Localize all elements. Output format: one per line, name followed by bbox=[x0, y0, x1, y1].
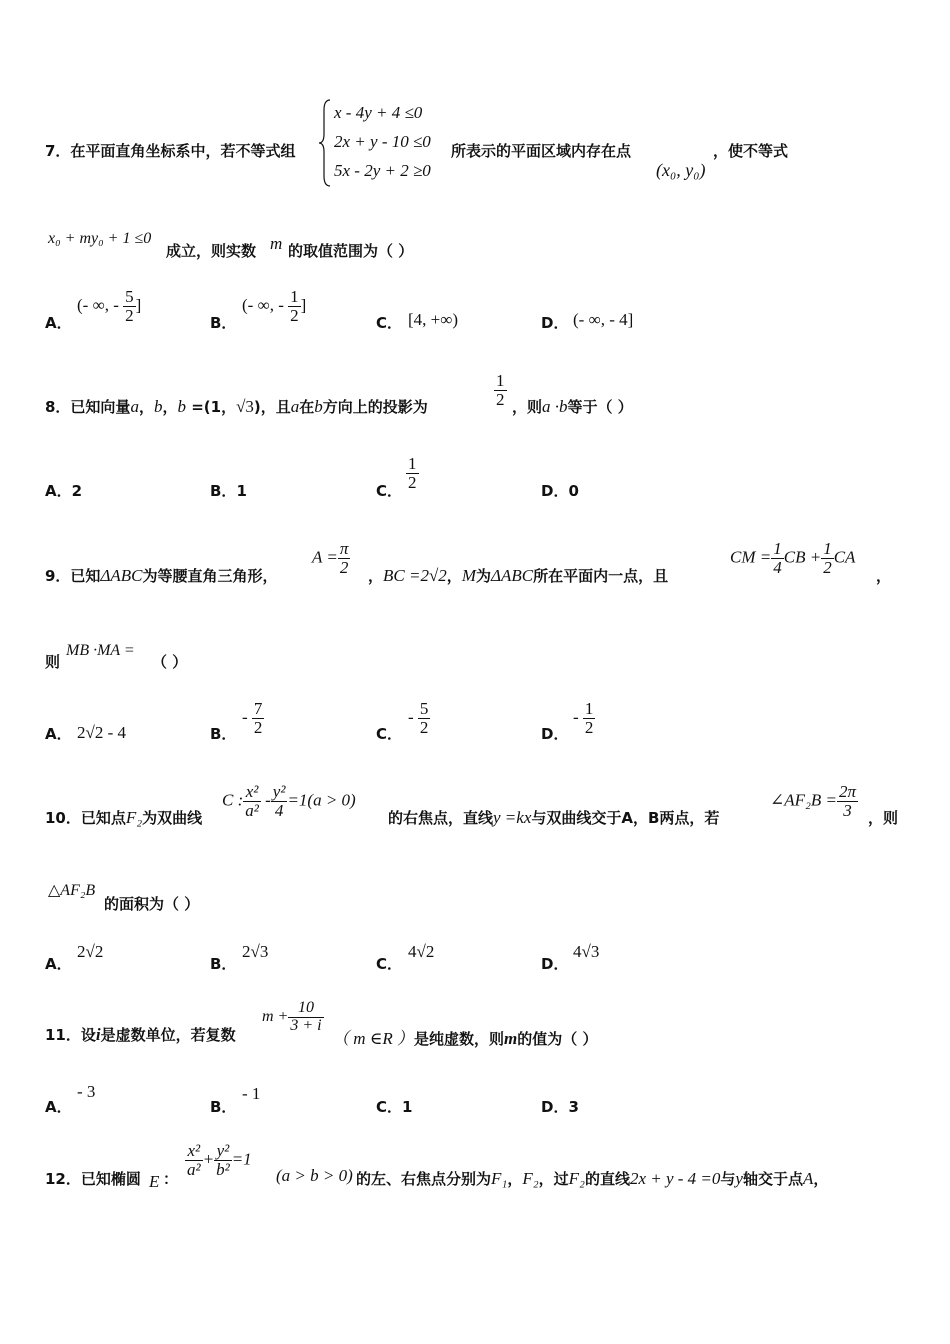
q8-optC-label: C． bbox=[376, 482, 403, 500]
q8-optD: D．0 bbox=[541, 482, 579, 500]
q7-ineq3: 5x - 2y + 2 ≥0 bbox=[334, 161, 431, 180]
q10-optC-label: C． bbox=[376, 955, 403, 973]
q9-optD: - $\frac{1}{2}$ bbox=[573, 699, 594, 737]
q9-expr: MB ·MA = bbox=[66, 642, 135, 659]
q9-optD-label: D． bbox=[541, 725, 569, 743]
q9-optA: 2√2 - 4 bbox=[77, 723, 126, 742]
q9-optB-label: B． bbox=[210, 725, 237, 743]
q10-optC: 4√2 bbox=[408, 942, 435, 961]
q8-half: $\frac{1}{2}$ bbox=[496, 371, 505, 409]
q10-optD: 4√3 bbox=[573, 942, 600, 961]
q12-stem2: 的左、右焦点分别为F₁，F₂，过F₂的直线2x + y - 4 =0与y轴交于点A， bbox=[356, 1169, 829, 1188]
q7-optC-label: C． bbox=[376, 314, 403, 332]
q9-optC-label: C． bbox=[376, 725, 403, 743]
q8-optA: A．2 bbox=[45, 482, 83, 500]
q10-optA: 2√2 bbox=[77, 942, 104, 961]
q11-stem2: （ m ∈R ）是纯虚数，则m的值为（ ） bbox=[332, 1029, 598, 1048]
q10-stem1: 10．已知点F₂为双曲线 bbox=[45, 808, 203, 827]
q12-lead: 12．已知椭圆 bbox=[45, 1170, 141, 1188]
q12-cond: (a > b > 0) bbox=[276, 1166, 353, 1185]
q9-optB: - $\frac{7}{2}$ bbox=[242, 699, 263, 737]
q7-mid: 所表示的平面区域内存在点 bbox=[451, 142, 632, 160]
q7-ineq2: 2x + y - 10 ≤0 bbox=[334, 132, 431, 151]
q10-optB: 2√3 bbox=[242, 942, 269, 961]
q8-stem: 8．已知向量a，b，b =(1，√3)，且a在b方向上的投影为 bbox=[45, 397, 428, 416]
q12-ellipse: $\frac{\text{x²}}{\text{a²}}$ + $\frac{\text{y²}}{\text{b²}}$ =1 bbox=[187, 1141, 252, 1179]
q7-point: (x₀, y₀) bbox=[656, 160, 706, 180]
q9-line2-pre: 则 bbox=[45, 653, 61, 671]
q11-optB-label: B． bbox=[210, 1098, 237, 1116]
q8-optB: B．1 bbox=[210, 482, 247, 500]
q9-stem2: ，BC =2√2，M为ΔABC所在平面内一点，且 bbox=[368, 566, 669, 585]
q7-optB-label: B． bbox=[210, 314, 237, 332]
q7-optD: (- ∞, - 4] bbox=[573, 310, 634, 329]
q10-optD-label: D． bbox=[541, 955, 569, 973]
q11-optD: D．3 bbox=[541, 1098, 579, 1116]
q10-triangle: △AF₂B bbox=[48, 882, 96, 899]
q9-line2-post: （ ） bbox=[152, 653, 188, 671]
q10-stem4: 的面积为（ ） bbox=[104, 895, 200, 913]
q9-angleA: A = $\frac{\pi}{2}$ bbox=[312, 539, 349, 577]
q9-stem1: 9．已知ΔABC为等腰直角三角形， bbox=[45, 566, 278, 585]
q10-stem3: ，则 bbox=[868, 809, 899, 827]
q7-optB: (- ∞, - $\frac{1}{2}$ ] bbox=[242, 287, 307, 325]
q9-end: ， bbox=[876, 567, 892, 585]
q7-optD-label: D． bbox=[541, 314, 569, 332]
q7-optA-label: A． bbox=[45, 314, 72, 332]
q11-optB: - 1 bbox=[242, 1084, 261, 1103]
q10-angle: ∠AF₂B = $\frac{2\pi}{3}$ bbox=[770, 782, 857, 820]
q7-var-m: m bbox=[270, 234, 283, 253]
q10-optA-label: A． bbox=[45, 955, 72, 973]
q7-ineq4: x₀ + my₀ + 1 ≤0 bbox=[48, 230, 152, 247]
q11-optC: C．1 bbox=[376, 1098, 413, 1116]
q10-hyperbola: C : $\frac{\text{x²}}{\text{a²}}$ - $\frac{\text{y²}}{4}$ =1(a > 0) bbox=[222, 782, 356, 820]
q12-E: E bbox=[149, 1172, 160, 1191]
q8-optC: $\frac{1}{2}$ bbox=[408, 454, 417, 492]
q7-tail: ，使不等式 bbox=[713, 142, 789, 160]
q7-optA: (- ∞, - $\frac{5}{2}$ ] bbox=[77, 287, 142, 325]
q12-colon: ： bbox=[163, 1170, 179, 1188]
q10-stem2: 的右焦点，直线y =kx与双曲线交于A，B两点，若 bbox=[388, 808, 720, 827]
brace-icon bbox=[318, 98, 334, 188]
q8-tail: ，则a ·b等于（ ） bbox=[512, 397, 633, 416]
q11-stem1: 11．设i是虚数单位，若复数 bbox=[45, 1025, 236, 1044]
q9-optC: - $\frac{5}{2}$ bbox=[408, 699, 429, 737]
q9-vector-eq: CM = $\frac{1}{4}$ CB + $\frac{1}{2}$ CA bbox=[730, 539, 856, 577]
q10-optB-label: B． bbox=[210, 955, 237, 973]
q7-ineq1: x - 4y + 4 ≤0 bbox=[334, 103, 423, 122]
q7-lead: 7．在平面直角坐标系中，若不等式组 bbox=[45, 142, 296, 160]
q11-optA: - 3 bbox=[77, 1082, 96, 1101]
q11-complex: m + $\frac{10}{3 + i}$ bbox=[262, 999, 322, 1034]
q7-stem2: 成立，则实数 bbox=[166, 242, 257, 260]
q9-optA-label: A． bbox=[45, 725, 72, 743]
q7-optC: [4, +∞) bbox=[408, 310, 459, 329]
q7-stem3: 的取值范围为（ ） bbox=[288, 242, 414, 260]
q11-optA-label: A． bbox=[45, 1098, 72, 1116]
